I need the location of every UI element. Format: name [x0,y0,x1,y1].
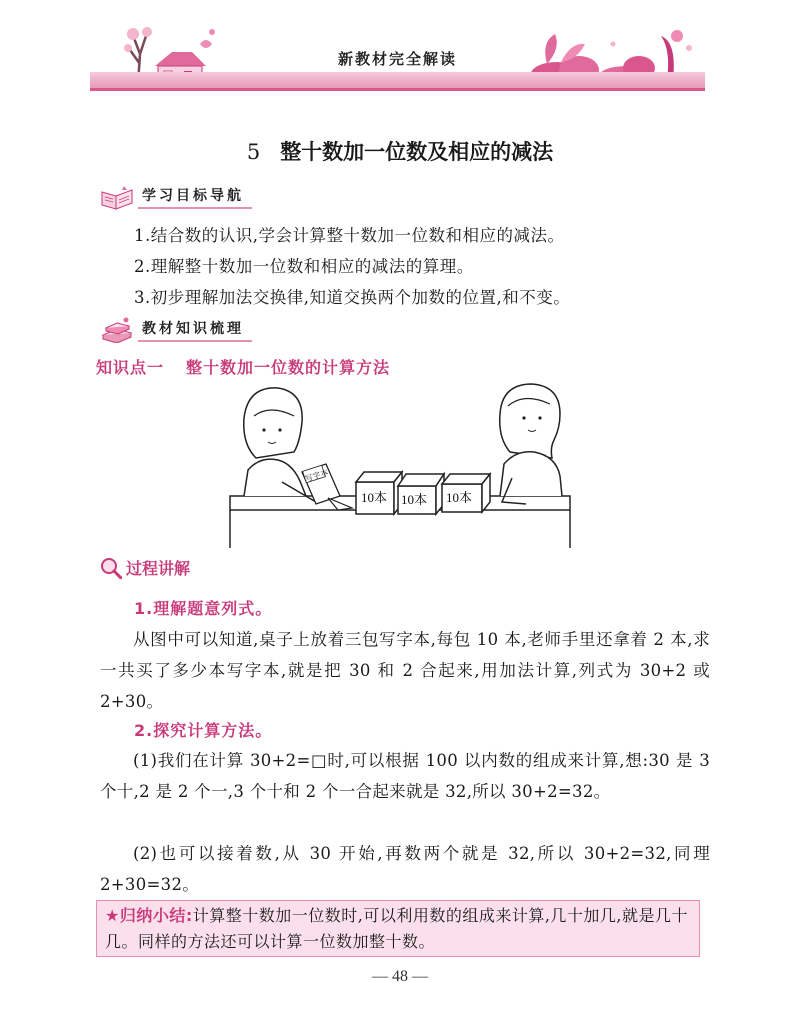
section-title-text: 整十数加一位数及相应的减法 [280,139,554,164]
summary-box [96,900,700,957]
magnifier-icon [100,557,122,579]
section-title [0,136,800,166]
open-book-icon [100,184,134,210]
page-header [90,14,705,92]
header-band [90,72,705,88]
box-label: 10本 [446,490,473,505]
step-title: 1.理解题意列式。 [134,599,273,618]
page-number: — 48 — [372,968,428,985]
header-rule [90,88,705,91]
book-title: 新教材完全解读 [337,50,457,68]
process-heading [100,556,190,579]
notebook-label: 写字本 [303,467,330,484]
knowledge-point-heading [96,355,390,378]
process-label: 过程讲解 [126,559,191,578]
book-stack-icon [100,317,134,343]
knowledge-banner-label: 教材知识梳理 [138,318,252,342]
knowledge-point-title: 整十数加一位数的计算方法 [186,358,391,377]
box-label: 10本 [361,490,388,505]
book-box [356,472,402,514]
step-paragraph: (2)也可以接着数,从 30 开始,再数两个就是 32,所以 30+2=32,同理 2+30=32。 [100,844,710,894]
summary-text: 计算整十数加一位数时,可以利用数的组成来计算,几十加几,就是几十几。同样的方法还可以计算一位数加整十数。 [105,906,689,951]
summary-tag: ★归纳小结: [105,906,193,925]
book-box [442,474,490,512]
goals-banner [100,184,252,210]
goal-item: 3.初步理解加法交换律,知道交换两个加数的位置,和不变。 [134,288,571,307]
knowledge-banner [100,317,252,343]
knowledge-point-label: 知识点一 [96,358,165,377]
teacher-desk-illustration [228,378,573,550]
step-paragraph: (1)我们在计算 30+2=□时,可以根据 100 以内数的组成来计算,想:30 是 3 个十,2 是 2 个一,3 个十和 2 个一合起来就是 32,所以 30+2=32。 [100,751,710,801]
section-number: 5 [246,140,261,164]
step-title: 2.探究计算方法。 [134,721,273,740]
goal-item: 1.结合数的认识,学会计算整十数加一位数和相应的减法。 [134,226,565,245]
goal-item: 2.理解整十数加一位数和相应的减法的算理。 [134,257,474,276]
goals-banner-label: 学习目标导航 [138,185,252,209]
box-label: 10本 [401,492,428,507]
step-paragraph: 从图中可以知道,桌子上放着三包写字本,每包 10 本,老师手里还拿着 2 本,求一共买了多少本写字本,就是把 30 和 2 合起来,用加法计算,列式为 30+2 或 2+30。 [100,630,710,711]
book-box [398,474,444,514]
